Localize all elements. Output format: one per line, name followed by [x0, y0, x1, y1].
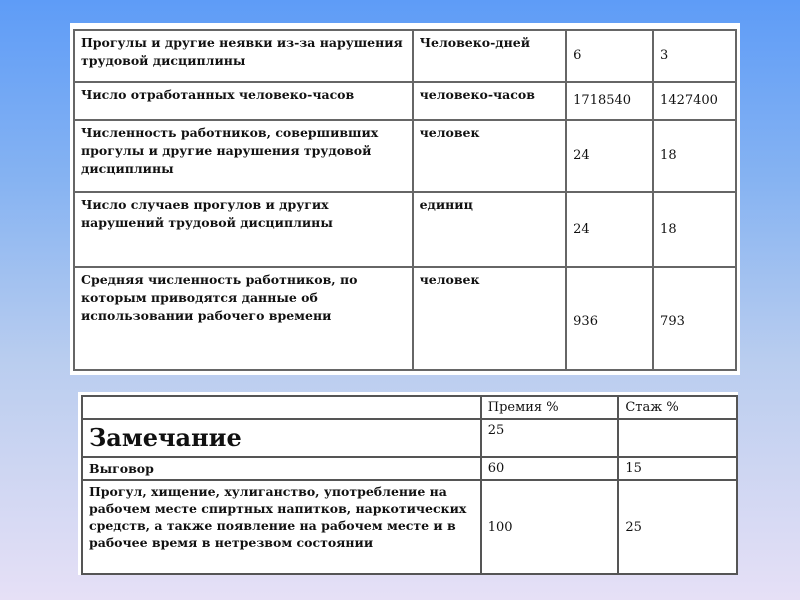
row-unit: единиц [413, 192, 567, 267]
table-row [74, 192, 736, 267]
value-cell: 6 [566, 30, 653, 82]
table-row [82, 457, 737, 480]
penalty-label: Прогул, хищение, хулиганство, употребление на рабочем месте спиртных напитков, наркотических средств, а также появление на рабочем месте и в рабочее время в нетрезвом состоянии [82, 480, 481, 574]
column-header-tenure: Стаж % [618, 396, 737, 419]
value-cell: 936 [566, 267, 653, 370]
table-header-row [82, 396, 737, 419]
value-cell: 24 [566, 192, 653, 267]
tenure-value [618, 419, 737, 457]
bonus-value: 25 [481, 419, 619, 457]
work-time-stats-table [73, 29, 737, 371]
bonus-value: 60 [481, 457, 619, 480]
row-label: Средняя численность работников, по которым приводятся данные об использовании рабочего времени [74, 267, 413, 370]
row-unit: человек [413, 120, 567, 192]
penalty-table [81, 395, 738, 575]
row-label: Численность работников, совершивших прогулы и другие нарушения трудовой дисциплины [74, 120, 413, 192]
value-cell: 1427400 [653, 82, 736, 120]
column-header-bonus: Премия % [481, 396, 619, 419]
row-unit: Человеко-дней [413, 30, 567, 82]
penalty-label: Выговор [82, 457, 481, 480]
value-cell: 24 [566, 120, 653, 192]
tenure-value: 15 [618, 457, 737, 480]
row-label: Число случаев прогулов и других нарушений трудовой дисциплины [74, 192, 413, 267]
penalty-label: Замечание [82, 419, 481, 457]
tenure-value: 25 [618, 480, 737, 574]
value-cell: 18 [653, 192, 736, 267]
table-row [82, 419, 737, 457]
value-cell: 3 [653, 30, 736, 82]
value-cell: 1718540 [566, 82, 653, 120]
column-header-empty [82, 396, 481, 419]
table-row [74, 120, 736, 192]
table-row [74, 30, 736, 82]
penalty-panel [78, 392, 738, 575]
row-label: Прогулы и другие неявки из-за нарушения трудовой дисциплины [74, 30, 413, 82]
row-unit: человек [413, 267, 567, 370]
bonus-value: 100 [481, 480, 619, 574]
value-cell: 18 [653, 120, 736, 192]
value-cell: 793 [653, 267, 736, 370]
table-row [82, 480, 737, 574]
row-label: Число отработанных человеко-часов [74, 82, 413, 120]
table-row [74, 267, 736, 370]
table-row [74, 82, 736, 120]
row-unit: человеко-часов [413, 82, 567, 120]
stats-panel [70, 23, 740, 375]
